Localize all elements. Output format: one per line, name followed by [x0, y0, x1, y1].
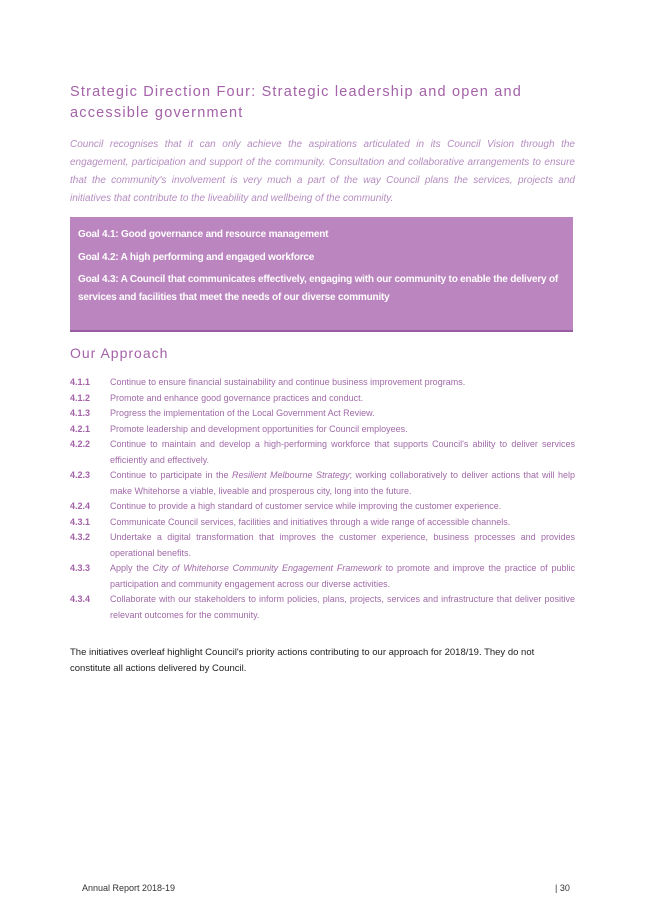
approach-list	[70, 375, 575, 623]
approach-item	[70, 499, 575, 515]
approach-heading: Our Approach	[70, 345, 169, 361]
approach-item	[70, 375, 575, 391]
approach-item	[70, 406, 575, 422]
approach-item	[70, 515, 575, 531]
item-number: 4.2.1	[70, 423, 91, 434]
item-text: Continue to participate in the Resilient Melbourne Strategy; working collaboratively to deliver actions that will help make Whitehorse a viable, liveable and prosperous city, long into the future.	[110, 470, 576, 496]
approach-item	[70, 592, 575, 623]
page-title: Strategic Direction Four: Strategic leadership and open and accessible government	[70, 84, 523, 121]
approach-item	[70, 422, 575, 438]
approach-item	[70, 561, 575, 592]
item-number: 4.2.4	[70, 501, 91, 511]
item-number: 4.2.2	[70, 439, 91, 449]
framework-title: City of Whitehorse Community Engagement Framework	[152, 563, 382, 573]
item-number: 4.3.2	[70, 532, 91, 542]
item-text: Communicate Council services, facilities and initiatives through a wide range of accessible channels.	[110, 516, 511, 527]
item-text: Continue to maintain and develop a high-performing workforce that supports Council's ability to deliver services efficiently and effectively.	[110, 439, 575, 465]
item-text: Apply the City of Whitehorse Community Engagement Framework to promote and improve the practice of public participation and community engagement across our diverse activities.	[110, 563, 575, 589]
footer-page-number: | 30	[555, 883, 570, 893]
item-text: Progress the implementation of the Local Government Act Review.	[110, 408, 375, 418]
item-number: 4.2.3	[70, 470, 91, 480]
closing-paragraph: The initiatives overleaf highlight Council's priority actions contributing to our approach for 2018/19. They do not constitute all actions delivered by Council.	[70, 647, 535, 674]
approach-item	[70, 437, 575, 468]
item-number: 4.3.1	[70, 516, 91, 527]
item-text: Continue to provide a high standard of customer service while improving the customer experience.	[110, 501, 502, 511]
item-text: Promote leadership and development opportunities for Council employees.	[110, 423, 408, 434]
item-number: 4.3.4	[70, 594, 91, 604]
goal-4-1: Goal 4.1: Good governance and resource management	[78, 229, 329, 240]
item-number: 4.3.3	[70, 563, 91, 573]
item-number: 4.1.1	[70, 377, 91, 387]
item-number: 4.1.3	[70, 408, 91, 418]
strategy-title: Resilient Melbourne Strategy	[232, 470, 350, 480]
item-text: Collaborate with our stakeholders to inform policies, plans, projects, services and infrastructure that deliver positive relevant outcomes for the community.	[110, 594, 575, 620]
item-number: 4.1.2	[70, 392, 91, 403]
goal-4-2: Goal 4.2: A high performing and engaged workforce	[78, 251, 315, 263]
goal-4-3: Goal 4.3: A Council that communicates effectively, engaging with our community to enable the delivery of services and facilities that meet the needs of our diverse community	[78, 274, 559, 303]
intro-paragraph: Council recognises that it can only achieve the aspirations articulated in its Council Vision through the engagement, participation and support of the community. Consultation and collaborative arrangements to ensure that the community's involvement is very much a part of the way Council plans the services, projects and initiatives that contribute to the liveability and wellbeing of the community.	[70, 139, 575, 204]
item-text: Continue to ensure financial sustainability and continue business improvement programs.	[110, 377, 466, 387]
item-text: Promote and enhance good governance practices and conduct.	[110, 392, 364, 403]
goals-box	[70, 217, 573, 332]
approach-item	[70, 391, 575, 407]
item-text: Undertake a digital transformation that improves the customer experience, business processes and provides operational benefits.	[110, 532, 575, 558]
approach-item	[70, 530, 575, 561]
footer-report-title: Annual Report 2018-19	[82, 883, 176, 893]
approach-item	[70, 468, 575, 499]
